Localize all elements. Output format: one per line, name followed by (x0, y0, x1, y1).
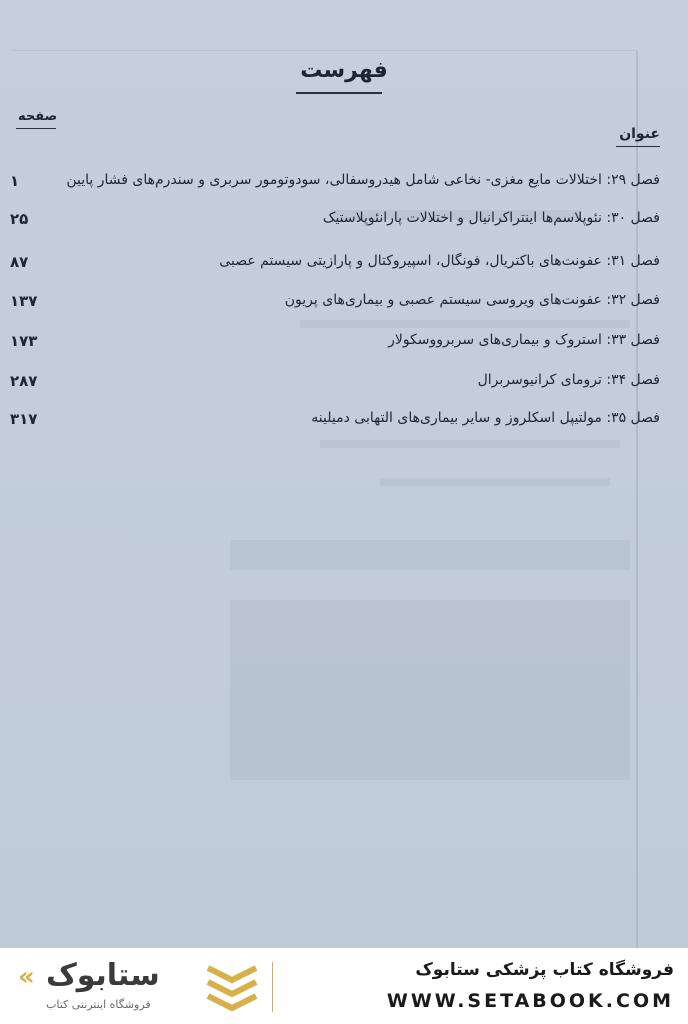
toc-entry-page: ۲۵ (10, 210, 29, 228)
column-header-page: صفحه (18, 109, 58, 124)
toc-entry-title: فصل ۳۳: استروک و بیماری‌های سربرووسکولار (388, 332, 660, 348)
toc-row (10, 292, 660, 318)
bleed-through-mark (320, 440, 620, 448)
book-chevron-logo-icon (204, 962, 260, 1012)
toc-entry-title: فصل ۳۲: عفونت‌های ویروسی سیستم عصبی و بیماری‌های پریون (284, 292, 660, 308)
toc-entry-page: ۱ (10, 172, 20, 190)
toc-entry-title: فصل ۳۰: نئوپلاسم‌ها اینتراکرانیال و اختلالات پارانئوپلاستیک (322, 210, 660, 226)
toc-entry-page: ۲۸۷ (10, 372, 38, 390)
bleed-through-mark (380, 478, 610, 486)
toc-row (10, 410, 660, 436)
toc-row (10, 253, 660, 279)
toc-entry-title: فصل ۳۵: مولتیپل اسکلروز و سایر بیماری‌های التهابی دمیلینه (311, 410, 660, 426)
toc-entry-title: فصل ۲۹: اختلالات مایع مغزی- نخاعی شامل هیدروسفالی، سودوتومور سربری و سندرم‌های فشار پایین (66, 172, 660, 188)
toc-entry-page: ۱۷۳ (10, 332, 38, 350)
column-header-title: عنوان (619, 126, 660, 142)
toc-entry-page: ۳۱۷ (10, 410, 38, 428)
column-header-title-underline (616, 146, 660, 147)
toc-entry-title: فصل ۳۴: ترومای کرانیوسربرال (477, 372, 660, 388)
toc-row (10, 372, 660, 398)
toc-entry-page: ۱۳۷ (10, 292, 38, 310)
double-chevron-left-icon: « (18, 962, 35, 992)
toc-row (10, 332, 660, 358)
page-title: فهرست (300, 58, 388, 83)
title-underline (296, 92, 382, 94)
toc-row (10, 172, 660, 198)
store-name: فروشگاه کتاب پزشکی ستابوک (415, 960, 674, 980)
toc-entry-page: ۸۷ (10, 253, 29, 271)
bleed-through-mark (230, 600, 630, 780)
store-footer-banner (0, 948, 688, 1024)
store-url[interactable]: WWW.SETABOOK.COM (386, 990, 674, 1012)
footer-divider (272, 962, 273, 1012)
toc-entry-title: فصل ۳۱: عفونت‌های باکتریال، فونگال، اسپیروکتال و پارازیتی سیستم عصبی (219, 253, 660, 269)
toc-row (10, 210, 660, 236)
bleed-through-mark (300, 320, 630, 328)
bleed-through-mark (230, 540, 630, 570)
logo-wordmark: ستابوک (46, 958, 160, 993)
column-header-page-underline (16, 128, 56, 129)
logo-tagline: فروشگاه اینترنتی کتاب (46, 998, 151, 1011)
